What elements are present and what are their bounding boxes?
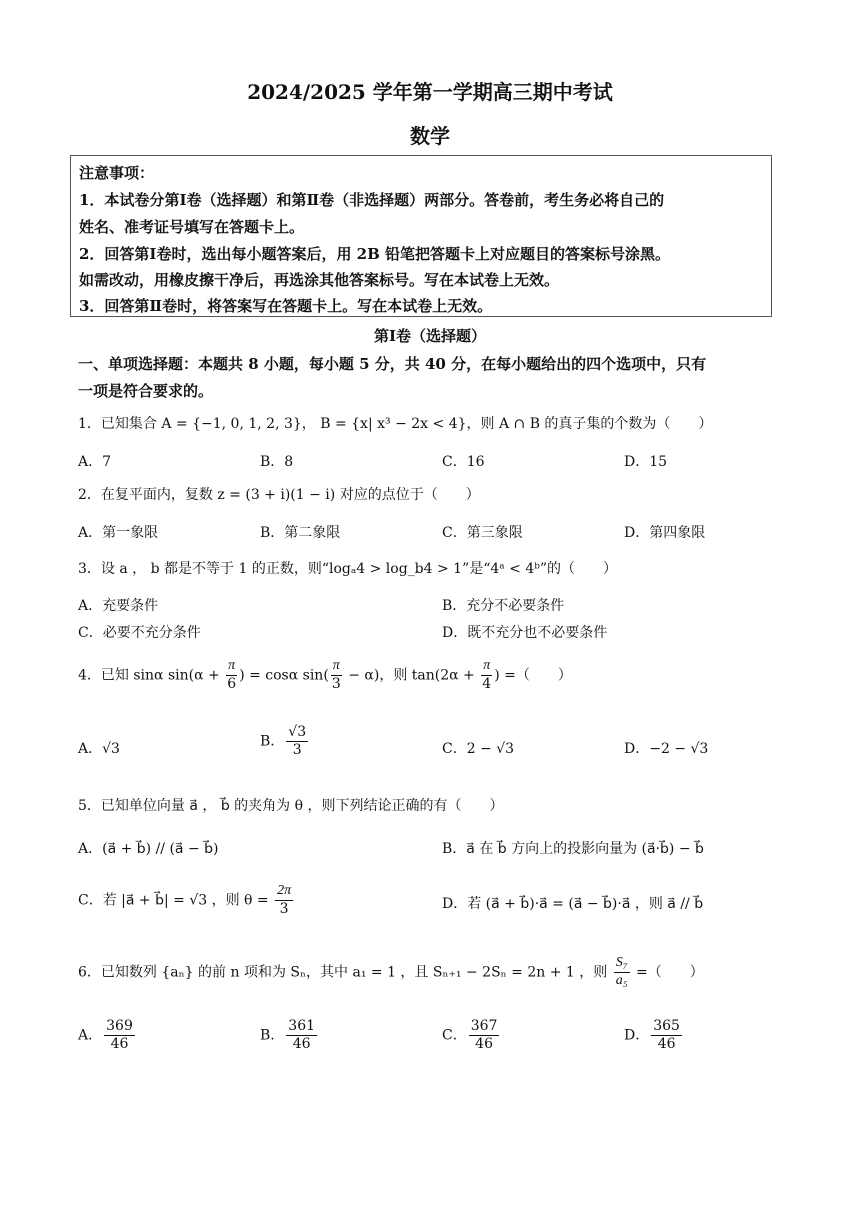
q3-option-a: A．充要条件 xyxy=(78,598,159,614)
fraction-numerator: 365 xyxy=(653,1018,680,1034)
q3-option-b: B．充分不必要条件 xyxy=(442,598,565,614)
fraction xyxy=(651,1018,682,1053)
q4-option-c: C．2 − √3 xyxy=(442,741,515,757)
q6-option-d xyxy=(624,1018,684,1053)
option-label: C． xyxy=(442,1027,467,1044)
fraction-denominator: 46 xyxy=(110,1035,129,1052)
q2-option-d: D．第四象限 xyxy=(624,525,706,541)
part-title: 第Ⅰ卷（选择题） xyxy=(373,327,487,345)
fraction xyxy=(286,724,308,759)
q6-option-b xyxy=(260,1018,319,1053)
fraction xyxy=(614,955,630,990)
notice-line: 如需改动，用橡皮擦干净后，再选涂其他答案标号。写在本试卷上无效。 xyxy=(79,271,560,289)
fraction xyxy=(469,1018,500,1053)
fraction xyxy=(286,1018,317,1053)
q5-option-b: B．a⃗ 在 b⃗ 方向上的投影向量为 (a⃗·b⃗) − b⃗ xyxy=(442,841,704,857)
q4-text: ) =（ ） xyxy=(494,667,572,684)
question-6-stem xyxy=(78,955,704,990)
question-3-stem: 3．设 a ， b 都是不等于 1 的正数，则“logₐ4 > log_b4 > 1”是“4ᵃ < 4ᵇ”的（ ） xyxy=(78,561,617,577)
subject-title: 数学 xyxy=(410,124,450,148)
question-4-stem xyxy=(78,658,572,693)
q1-option-a: A．7 xyxy=(78,454,112,470)
section-instruction: 一项是符合要求的。 xyxy=(78,382,214,400)
fraction-numerator: S₇ xyxy=(614,955,630,973)
notice-heading: 注意事项： xyxy=(79,164,155,182)
q1-option-b: B．8 xyxy=(260,454,294,470)
notice-line: 1．本试卷分第Ⅰ卷（选择题）和第Ⅱ卷（非选择题）两部分。答卷前，考生务必将自己的 xyxy=(79,191,665,209)
fraction xyxy=(481,658,492,693)
q5-option-a: A．(a⃗ + b⃗) // (a⃗ − b⃗) xyxy=(78,841,219,857)
q5-option-c xyxy=(78,883,295,918)
q6-option-c xyxy=(442,1018,501,1053)
option-label: D． xyxy=(624,1027,650,1044)
option-text: C．若 |a⃗ + b⃗| = √3 ，则 θ = xyxy=(78,892,274,909)
fraction-denominator: 3 xyxy=(292,741,302,758)
q6-text: =（ ） xyxy=(631,964,704,981)
fraction-numerator: 361 xyxy=(288,1018,316,1034)
fraction-denominator: a₅ xyxy=(615,972,628,988)
notice-line: 2．回答第Ⅰ卷时，选出每小题答案后，用 2B 铅笔把答题卡上对应题目的答案标号涂黑。 xyxy=(79,245,671,263)
q6-option-a xyxy=(78,1018,137,1053)
fraction-denominator: 46 xyxy=(292,1035,311,1052)
q4-option-b xyxy=(260,724,310,759)
q2-option-c: C．第三象限 xyxy=(442,525,523,541)
fraction-numerator: 367 xyxy=(470,1018,498,1034)
question-5-stem: 5．已知单位向量 a⃗ ， b⃗ 的夹角为 θ ，则下列结论正确的有（ ） xyxy=(78,798,504,814)
fraction xyxy=(275,883,293,918)
notice-line: 3．回答第Ⅱ卷时，将答案写在答题卡上。写在本试卷上无效。 xyxy=(79,297,493,315)
q6-text: 6．已知数列 {aₙ} 的前 n 项和为 Sₙ，其中 a₁ = 1 ，且 Sₙ₊₁ − 2Sₙ = 2n + 1 ，则 xyxy=(78,964,612,981)
fraction-numerator: π xyxy=(226,658,237,676)
fraction-numerator: 2π xyxy=(275,883,293,901)
q4-text: 4．已知 sinα sin(α + xyxy=(78,667,225,684)
fraction xyxy=(104,1018,135,1053)
q4-option-d: D．−2 − √3 xyxy=(624,741,709,757)
q4-text: − α)，则 tan(2α + xyxy=(343,667,480,684)
option-label: B． xyxy=(260,733,285,750)
fraction-numerator: π xyxy=(331,658,342,676)
option-label: B． xyxy=(260,1027,285,1044)
notice-box xyxy=(70,155,772,317)
fraction-denominator: 6 xyxy=(227,675,237,692)
q3-option-d: D．既不充分也不必要条件 xyxy=(442,625,608,641)
fraction-denominator: 3 xyxy=(331,675,341,692)
question-1-stem: 1．已知集合 A = {−1, 0, 1, 2, 3}， B = {x| x³ − 2x < 4}，则 A ∩ B 的真子集的个数为（ ） xyxy=(78,416,713,432)
section-instruction: 一、单项选择题：本题共 8 小题，每小题 5 分，共 40 分，在每小题给出的四个选项中，只有 xyxy=(78,355,707,373)
fraction-numerator: π xyxy=(481,658,492,676)
q2-option-b: B．第二象限 xyxy=(260,525,341,541)
notice-line: 姓名、准考证号填写在答题卡上。 xyxy=(79,218,305,236)
option-label: A． xyxy=(78,1027,103,1044)
fraction-denominator: 46 xyxy=(657,1035,676,1052)
q3-option-c: C．必要不充分条件 xyxy=(78,625,201,641)
q1-option-d: D．15 xyxy=(624,454,668,470)
exam-title: 2024/2025 学年第一学期高三期中考试 xyxy=(247,80,613,104)
q5-option-d: D．若 (a⃗ + b⃗)·a⃗ = (a⃗ − b⃗)·a⃗ ，则 a⃗ // b⃗ xyxy=(442,896,704,912)
fraction-denominator: 3 xyxy=(279,900,289,917)
question-2-stem: 2．在复平面内，复数 z = (3 + i)(1 − i) 对应的点位于（ ） xyxy=(78,487,480,503)
fraction-numerator: √3 xyxy=(288,724,307,740)
q4-text: ) = cosα sin( xyxy=(239,667,329,684)
fraction xyxy=(226,658,237,693)
fraction-numerator: 369 xyxy=(106,1018,133,1034)
fraction-denominator: 4 xyxy=(482,675,492,692)
q1-option-c: C．16 xyxy=(442,454,485,470)
q2-option-a: A．第一象限 xyxy=(78,525,159,541)
q4-option-a: A．√3 xyxy=(78,741,120,757)
fraction-denominator: 46 xyxy=(475,1035,493,1052)
fraction xyxy=(331,658,342,693)
